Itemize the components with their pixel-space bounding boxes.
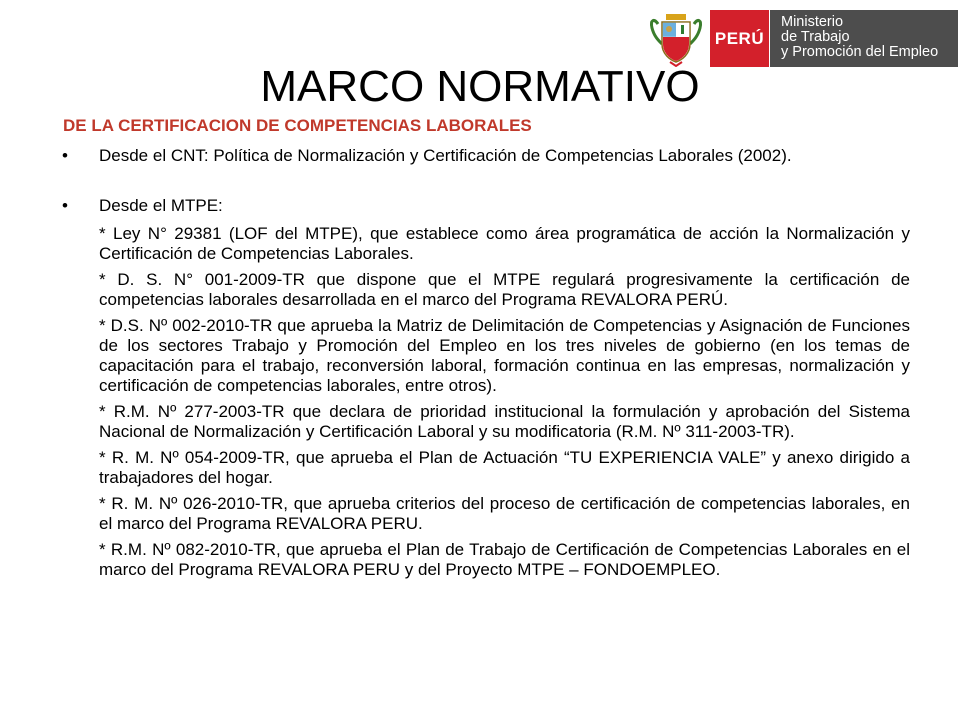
bullet-icon: • xyxy=(62,196,68,215)
ministry-logo xyxy=(648,10,958,67)
norm-item: * R.M. Nº 082-2010-TR, que aprueba el Plan de Trabajo de Certificación de Competencias Laborales en el marco del Programa REVALORA PERU y del Proyecto MTPE – FONDOEMPLEO. xyxy=(99,540,910,579)
bullet-icon: • xyxy=(62,146,68,165)
bullet-item xyxy=(62,146,910,166)
bullet-item xyxy=(62,196,910,216)
norm-item: * D.S. Nº 002-2010-TR que aprueba la Matriz de Delimitación de Competencias y Asignación de Funciones de los sectores Trabajo y Promoción del Empleo en los tres niveles de gobierno (en los temas de capacitación para el trabajo, reconversión laboral, formación continua en las empresas, normalización y certificación de competencias laborales, entre otros). xyxy=(99,316,910,395)
ministerio-line: de Trabajo xyxy=(781,29,850,45)
norm-item: * Ley N° 29381 (LOF del MTPE), que establece como área programática de acción la Normalización y Certificación de Competencias Laborales. xyxy=(99,224,910,263)
norm-item: * D. S. N° 001-2009-TR que dispone que el MTPE regulará progresivamente la certificación de competencias laborales desarrollada en el marco del Programa REVALORA PERÚ. xyxy=(99,270,910,309)
bullet-text: Desde el CNT: Política de Normalización y Certificación de Competencias Laborales (2002). xyxy=(99,146,792,165)
normative-content xyxy=(62,146,910,580)
section-subtitle: DE LA CERTIFICACION DE COMPETENCIAS LABORALES xyxy=(63,116,532,135)
ministerio-label xyxy=(769,10,958,67)
norm-item: * R. M. Nº 026-2010-TR, que aprueba criterios del proceso de certificación de competencias laborales, en el marco del Programa REVALORA PERU. xyxy=(99,494,910,533)
peru-label: PERÚ xyxy=(710,10,769,67)
coat-of-arms-icon xyxy=(648,10,704,67)
ministerio-line: Ministerio xyxy=(781,14,844,30)
norm-item: * R. M. Nº 054-2009-TR, que aprueba el Plan de Actuación “TU EXPERIENCIA VALE” y anexo dirigido a trabajadores del hogar. xyxy=(99,448,910,487)
ministerio-line: y Promoción del Empleo xyxy=(781,44,939,60)
page-title: MARCO NORMATIVO xyxy=(260,62,700,111)
norm-item: * R.M. Nº 277-2003-TR que declara de prioridad institucional la formulación y aprobación del Sistema Nacional de Normalización y Certificación Laboral y su modificatoria (R.M. Nº 311-2003-TR). xyxy=(99,402,910,441)
bullet-text: Desde el MTPE: xyxy=(99,196,223,215)
